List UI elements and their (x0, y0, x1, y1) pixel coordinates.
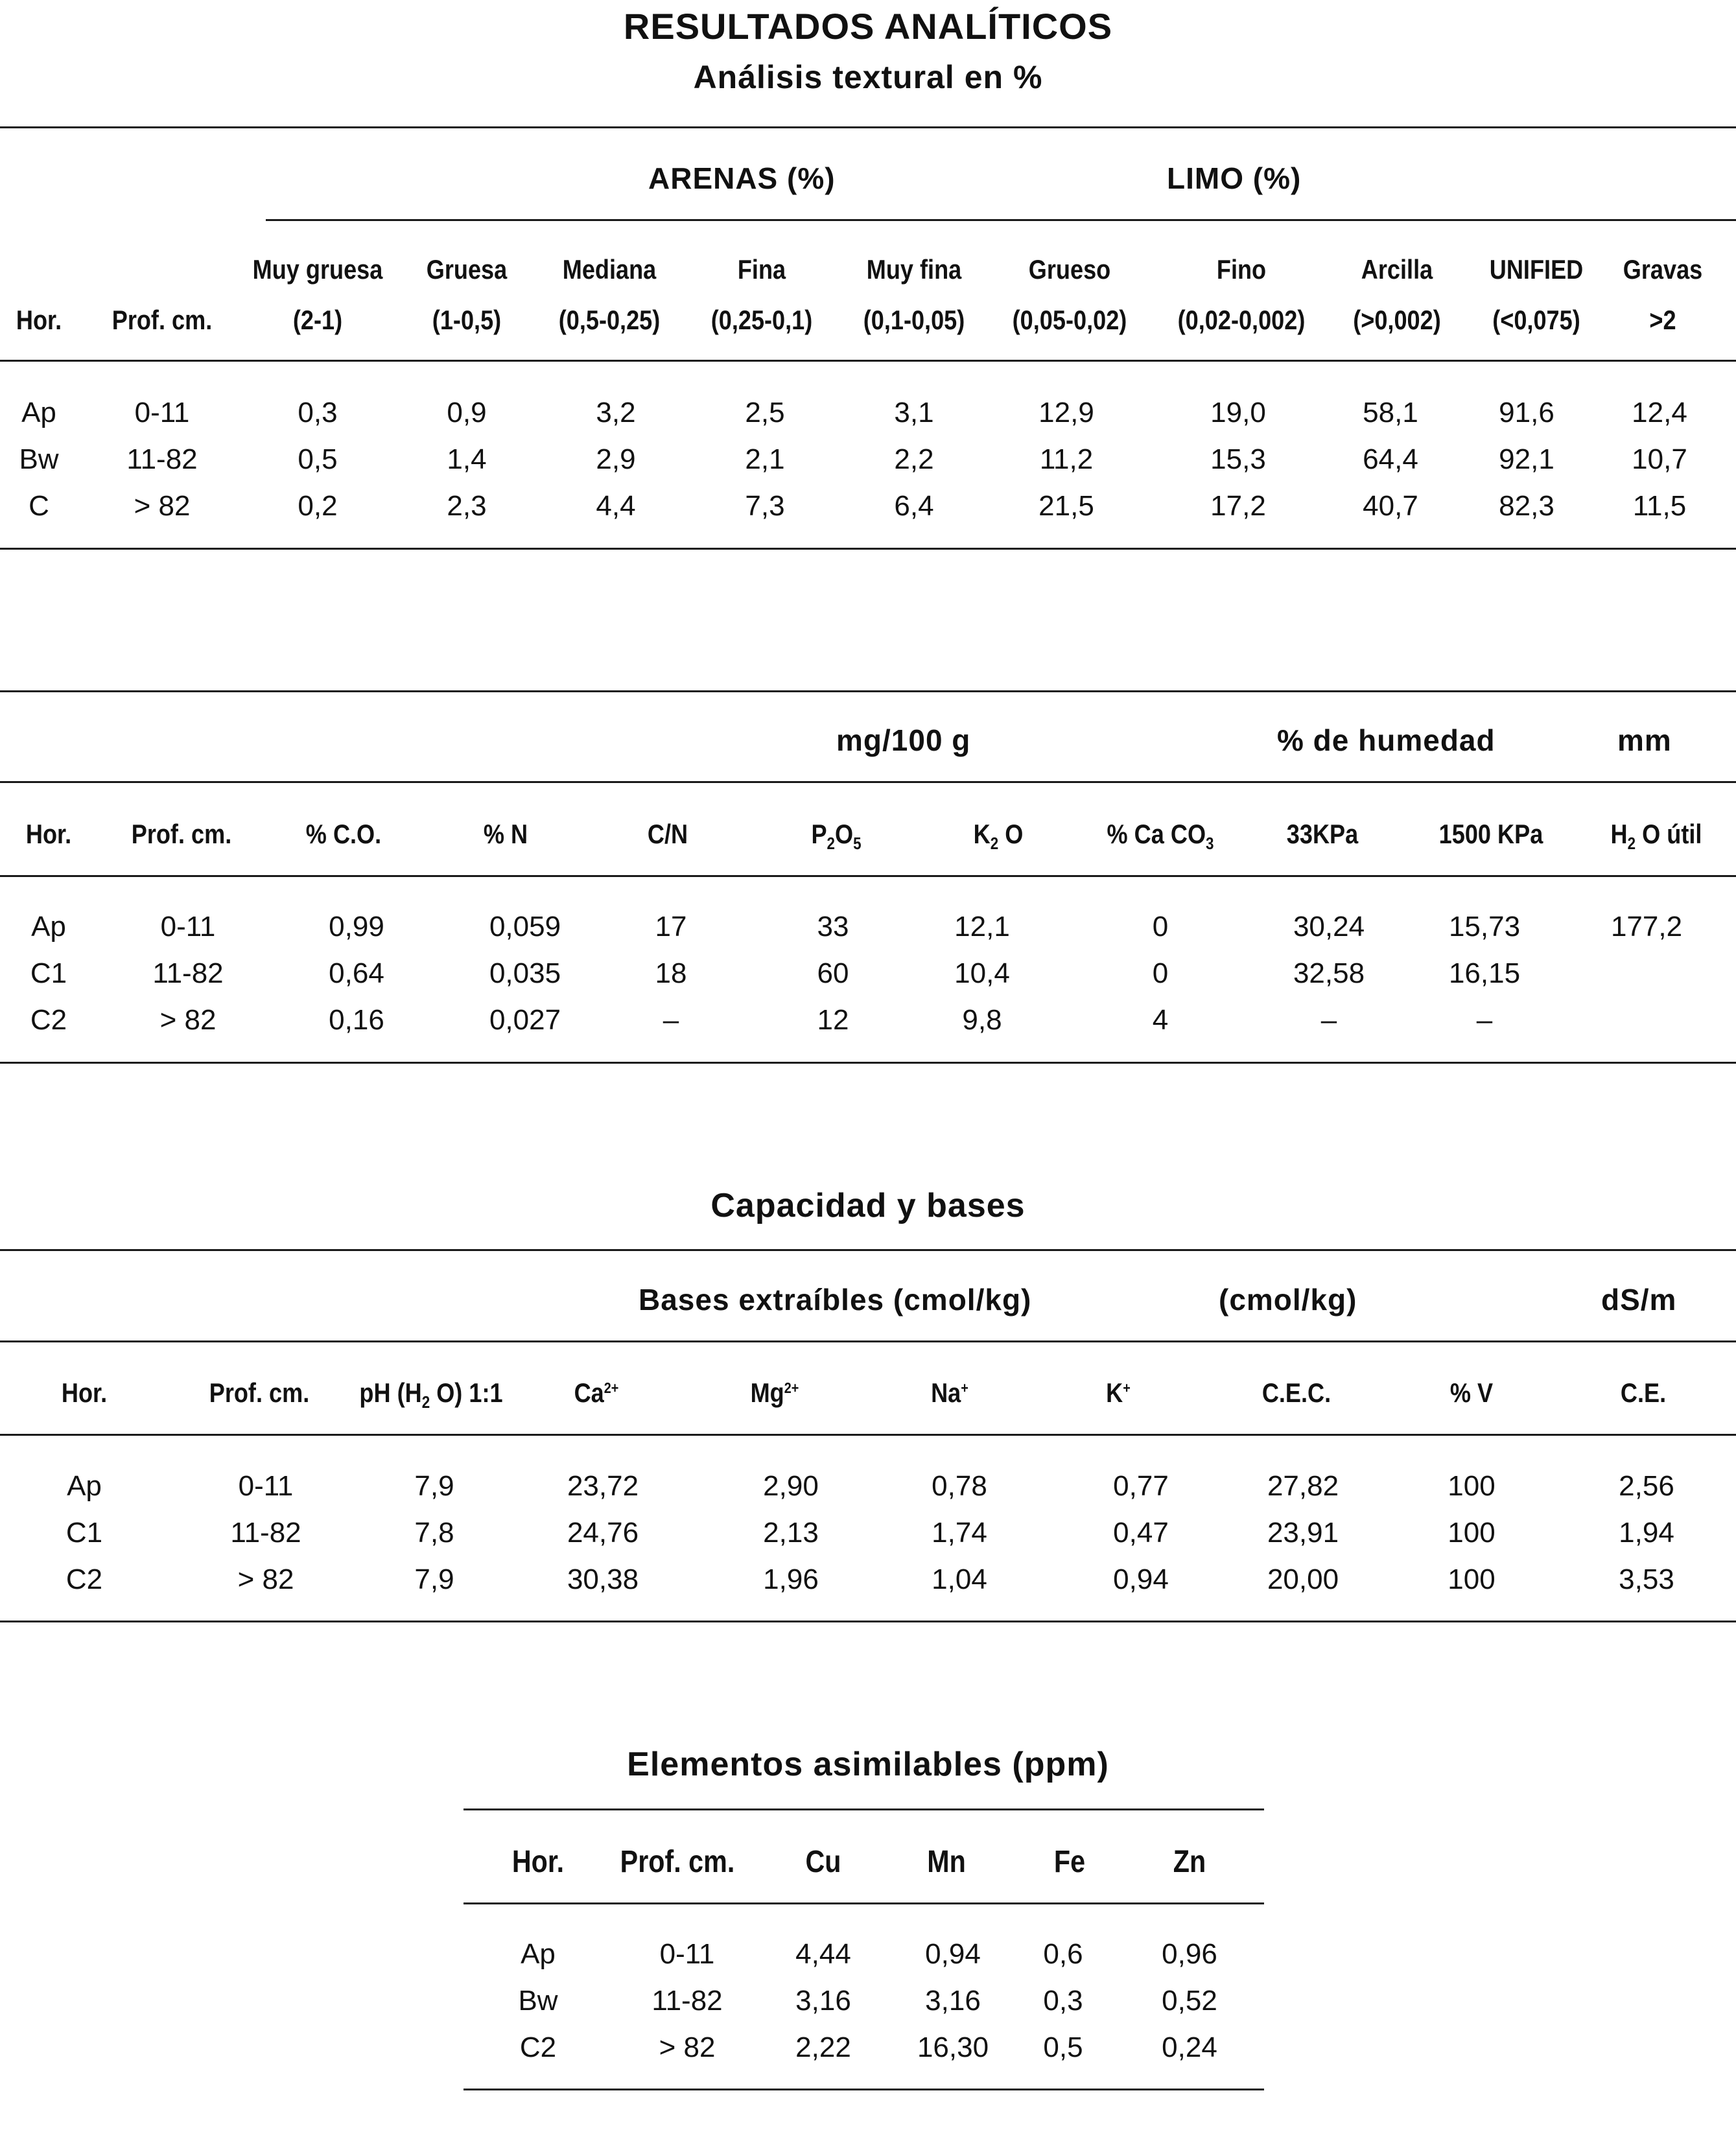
table-cell: 1,96 (763, 1563, 819, 1595)
table-cell: 2,5 (745, 397, 785, 428)
table-cell: – (1476, 1004, 1493, 1036)
col-header-k: K+ (1106, 1377, 1131, 1408)
table-cell: 0,77 (1113, 1470, 1169, 1502)
group-header-ds: dS/m (1601, 1283, 1677, 1317)
group-rule (266, 219, 1736, 221)
table-cell: 7,9 (414, 1563, 454, 1595)
col-header-muy-gruesa: Muy gruesa (252, 254, 383, 285)
table-cell: 12,1 (954, 911, 1010, 942)
col-header-prof: Prof. cm. (131, 819, 232, 849)
table-cell: 92,1 (1499, 443, 1554, 475)
table-cell: 32,58 (1293, 957, 1365, 989)
table-cell: 21,5 (1038, 490, 1094, 522)
table-cell: 1,04 (932, 1563, 987, 1595)
table-cell: 3,16 (925, 1985, 981, 2017)
col-header-grueso: Grueso (1028, 254, 1111, 285)
table-cell: 0,5 (1043, 2031, 1083, 2063)
col-header-mg: $Mg^{2+}$ (750, 1377, 799, 1408)
table-rule-header (0, 360, 1736, 362)
col-header-na: Na+ (931, 1377, 968, 1408)
table-cell: 0,027 (489, 1004, 561, 1036)
table-cell: 15,3 (1210, 443, 1266, 475)
table-cell: 3,1 (894, 397, 934, 428)
col-header-hor: Hor. (61, 1377, 108, 1408)
table-cell: 82,3 (1499, 490, 1554, 522)
col-header-fe: Fe (1053, 1845, 1086, 1879)
table-cell: 0,94 (925, 1938, 981, 1970)
col-header-cec: C.E.C. (1261, 1377, 1331, 1408)
table-cell: 7,9 (414, 1470, 454, 1502)
col-header-ce: C.E. (1620, 1377, 1667, 1408)
table-cell: 27,82 (1267, 1470, 1339, 1502)
col-header-fino: Fino (1216, 254, 1267, 285)
table-cell: 4 (1152, 1004, 1169, 1036)
table-cell: 1,94 (1619, 1517, 1674, 1549)
table-cell: 16,15 (1448, 957, 1521, 989)
col-header-hor: Hor. (511, 1845, 565, 1879)
col-header-unified-range: (<0,075) (1492, 305, 1580, 335)
table-cell: 7,8 (414, 1517, 454, 1549)
table-cell: 0-11 (238, 1470, 294, 1502)
table-cell: Ap (21, 397, 56, 428)
col-header-unified: UNIFIED (1489, 254, 1584, 285)
col-header-mediana-range: (0,5-0,25) (558, 305, 661, 335)
table-cell: 11-82 (152, 957, 224, 989)
table-cell: 16,30 (917, 2031, 989, 2063)
table-cell: 60 (817, 957, 849, 989)
table-cell: 2,56 (1619, 1470, 1674, 1502)
table-cell: > 82 (159, 1004, 217, 1036)
col-header-ph: pH ($H_2$ O) 1:1 (359, 1377, 503, 1412)
table-cell: 18 (655, 957, 687, 989)
table-cell: 17,2 (1210, 490, 1266, 522)
col-header-ca: $Ca^{2+}$ (574, 1377, 619, 1408)
col-header-gravas: Gravas (1623, 254, 1703, 285)
table-cell: 177,2 (1610, 911, 1683, 942)
col-header-gruesa: Gruesa (426, 254, 508, 285)
table-cell: 12,4 (1632, 397, 1687, 428)
table-cell: 100 (1448, 1470, 1496, 1502)
table-cell: 11-82 (651, 1985, 723, 2017)
table-cell: 0,3 (1043, 1985, 1083, 2017)
table-cell: 20,00 (1267, 1563, 1339, 1595)
table-cell: 33 (817, 911, 849, 942)
table-cell: 0,9 (447, 397, 487, 428)
table-cell: 0,3 (298, 397, 338, 428)
group-header-cmol: (cmol/kg) (1219, 1283, 1357, 1317)
table-cell: 0,6 (1043, 1938, 1083, 1970)
table-cell: 91,6 (1499, 397, 1554, 428)
table-cell: 3,53 (1619, 1563, 1674, 1595)
table-cell: 11-82 (126, 443, 198, 475)
table-cell: Ap (67, 1470, 102, 1502)
col-header-cu: Cu (805, 1845, 841, 1879)
section-title-elementos: Elementos asimilables (ppm) (627, 1746, 1109, 1783)
col-header-zn: Zn (1173, 1845, 1206, 1879)
table-cell: 12,9 (1038, 397, 1094, 428)
table-cell: 11-82 (230, 1517, 301, 1549)
table-cell: 1,74 (932, 1517, 987, 1549)
col-header-prof: Prof. cm. (620, 1845, 735, 1879)
col-header-33kpa: 33KPa (1286, 819, 1359, 849)
col-header-v: % V (1449, 1377, 1494, 1408)
table-cell: 6,4 (894, 490, 934, 522)
col-header-prof: Prof. cm. (111, 305, 213, 335)
table-cell: 100 (1448, 1517, 1496, 1549)
col-header-arcilla: Arcilla (1361, 254, 1433, 285)
table-rule-bottom (0, 1621, 1736, 1622)
page-title: RESULTADOS ANALÍTICOS (623, 6, 1113, 47)
table-rule-top (0, 1249, 1736, 1251)
table-rule-header (0, 1434, 1736, 1436)
table-cell: 0,24 (1162, 2031, 1217, 2063)
table-cell: 0,64 (329, 957, 384, 989)
group-header-mg: mg/100 g (836, 723, 971, 757)
table-cell: 0-11 (659, 1938, 715, 1970)
table-cell: 0,94 (1113, 1563, 1169, 1595)
table-cell: Bw (19, 443, 59, 475)
table-cell: C1 (65, 1517, 103, 1549)
group-header-arenas: ARENAS (%) (648, 161, 836, 195)
table-cell: C2 (519, 2031, 557, 2063)
group-header-bases: Bases extraíbles (cmol/kg) (639, 1283, 1032, 1317)
col-header-p2o5: $P_2O_5$ (811, 819, 862, 854)
table-cell: C (29, 490, 49, 522)
table-cell: 2,1 (745, 443, 785, 475)
table-cell: 4,4 (596, 490, 636, 522)
col-header-h2o-util: $H_2$ O útil (1610, 819, 1702, 854)
table-cell: 1,4 (447, 443, 487, 475)
col-header-muy-gruesa-range: (2-1) (292, 305, 343, 335)
table-cell: 23,72 (567, 1470, 639, 1502)
group-header-mm: mm (1617, 723, 1672, 757)
col-header-co: % C.O. (305, 819, 382, 849)
table-cell: 0-11 (160, 911, 216, 942)
col-header-k2o: $K_2$ O (973, 819, 1024, 854)
table-cell: 0,035 (489, 957, 561, 989)
col-header-1500kpa: 1500 KPa (1438, 819, 1543, 849)
table-cell: 0,5 (298, 443, 338, 475)
group-header-humedad: % de humedad (1277, 723, 1496, 757)
col-header-mn: Mn (927, 1845, 966, 1879)
col-header-fina-range: (0,25-0,1) (710, 305, 813, 335)
table-cell: 2,3 (447, 490, 487, 522)
table-cell: 12 (817, 1004, 849, 1036)
table-cell: C2 (65, 1563, 103, 1595)
table-cell: 0,78 (932, 1470, 987, 1502)
col-header-hor: Hor. (25, 819, 72, 849)
table-cell: 0,47 (1113, 1517, 1169, 1549)
table-cell: 3,16 (795, 1985, 851, 2017)
table-cell: 24,76 (567, 1517, 639, 1549)
table-cell: 2,13 (763, 1517, 819, 1549)
col-header-cn: C/N (647, 819, 688, 849)
table-cell: 19,0 (1210, 397, 1266, 428)
table-cell: 0,52 (1162, 1985, 1217, 2017)
table-cell: 11,5 (1632, 490, 1687, 522)
table-rule-header (463, 1902, 1264, 1904)
table-cell: 2,22 (795, 2031, 851, 2063)
col-header-fina: Fina (737, 254, 786, 285)
col-header-muy-fina-range: (0,1-0,05) (863, 305, 965, 335)
col-header-caco3: % Ca $CO_3$ (1107, 819, 1214, 854)
table-cell: 40,7 (1363, 490, 1418, 522)
table-cell: C1 (30, 957, 67, 989)
group-header-limo: LIMO (%) (1167, 161, 1302, 195)
table-rule-bottom (463, 2089, 1264, 2090)
table-cell: 17 (655, 911, 687, 942)
table-cell: 9,8 (962, 1004, 1002, 1036)
table-rule-header (0, 875, 1736, 877)
table-cell: 100 (1448, 1563, 1496, 1595)
table-cell: – (1320, 1004, 1337, 1036)
table-cell: 0,99 (329, 911, 384, 942)
col-header-grueso-range: (0,05-0,02) (1012, 305, 1127, 335)
table-cell: 15,73 (1448, 911, 1521, 942)
table-cell: 10,4 (954, 957, 1010, 989)
table-cell: > 82 (237, 1563, 294, 1595)
table-cell: 7,3 (745, 490, 785, 522)
table-cell: 0,2 (298, 490, 338, 522)
table-cell: C2 (30, 1004, 67, 1036)
col-header-gruesa-range: (1-0,5) (432, 305, 502, 335)
table-cell: Ap (31, 911, 66, 942)
table-rule-top (463, 1808, 1264, 1810)
group-rule (0, 781, 1736, 783)
table-cell: 0-11 (134, 397, 190, 428)
table-cell: 30,24 (1293, 911, 1365, 942)
table-cell: Bw (518, 1985, 558, 2017)
table-cell: 0 (1152, 911, 1169, 942)
col-header-n: % N (483, 819, 528, 849)
table-rule-bottom (0, 1062, 1736, 1064)
table-cell: 3,2 (596, 397, 636, 428)
table-cell: 23,91 (1267, 1517, 1339, 1549)
table-cell: 11,2 (1039, 443, 1094, 475)
section-title-capacidad: Capacidad y bases (710, 1187, 1026, 1224)
table-cell: 0 (1152, 957, 1169, 989)
table-cell: 30,38 (567, 1563, 639, 1595)
col-header-arcilla-range: (>0,002) (1353, 305, 1441, 335)
table-rule-bottom (0, 548, 1736, 550)
table-cell: 2,90 (763, 1470, 819, 1502)
group-rule (0, 1340, 1736, 1342)
table-cell: Ap (521, 1938, 556, 1970)
col-header-hor: Hor. (16, 305, 62, 335)
table-cell: > 82 (134, 490, 191, 522)
table-cell: > 82 (659, 2031, 716, 2063)
col-header-fino-range: (0,02-0,002) (1177, 305, 1306, 335)
table-cell: 2,9 (596, 443, 636, 475)
table-cell: 2,2 (894, 443, 934, 475)
table-rule-top (0, 126, 1736, 128)
table-cell: 64,4 (1363, 443, 1418, 475)
col-header-gravas-range: >2 (1649, 305, 1676, 335)
table-cell: 4,44 (795, 1938, 851, 1970)
table-cell: – (663, 1004, 679, 1036)
table-cell: 10,7 (1632, 443, 1687, 475)
table-cell: 0,96 (1162, 1938, 1217, 1970)
col-header-mediana: Mediana (562, 254, 657, 285)
page-subtitle: Análisis textural en % (693, 59, 1043, 95)
col-header-prof: Prof. cm. (209, 1377, 310, 1408)
table-rule-top (0, 690, 1736, 692)
col-header-muy-fina: Muy fina (866, 254, 962, 285)
table-cell: 58,1 (1363, 397, 1418, 428)
table-cell: 0,059 (489, 911, 561, 942)
table-cell: 0,16 (329, 1004, 384, 1036)
